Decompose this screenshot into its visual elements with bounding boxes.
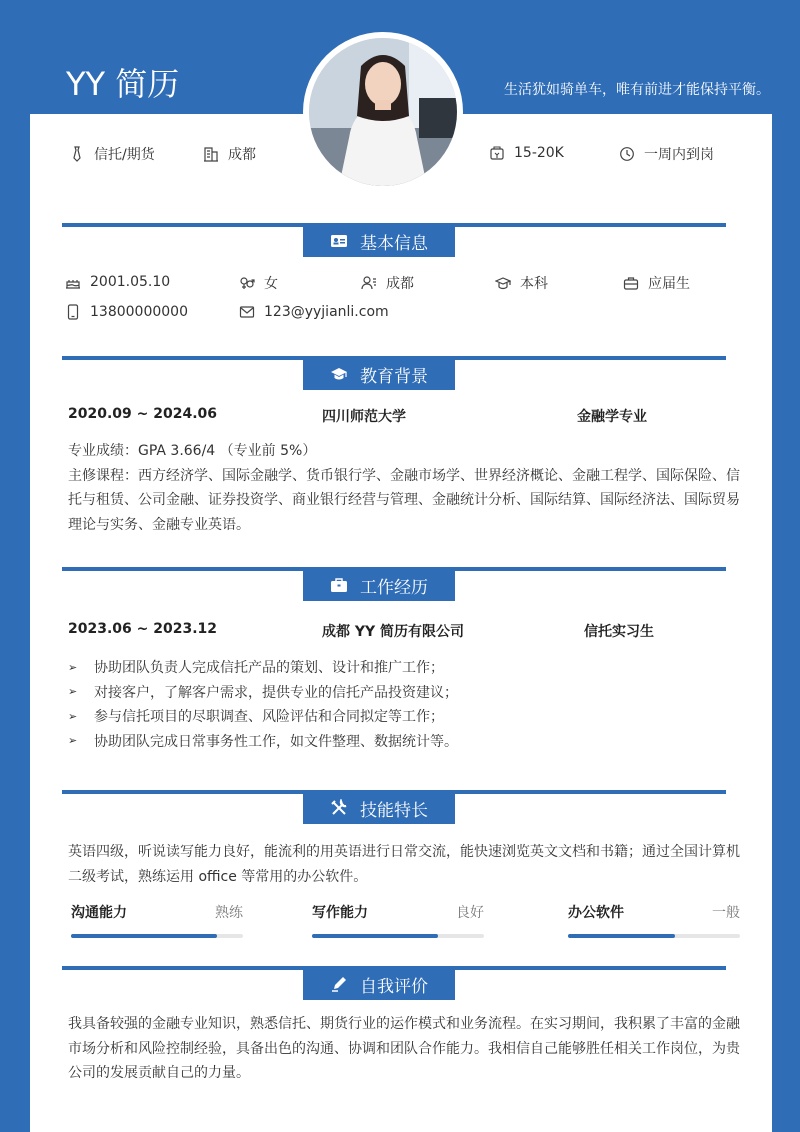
skill-name: 写作能力 xyxy=(312,905,368,921)
work-duties xyxy=(68,655,458,753)
skill-bar-fill xyxy=(312,934,438,938)
briefcase-icon xyxy=(330,576,348,594)
birthday-text: 2001.05.10 xyxy=(90,274,171,290)
arrow-right-icon: ➢ xyxy=(68,734,78,748)
section-title-work: 工作经历 xyxy=(360,577,428,598)
cake-icon xyxy=(64,273,82,291)
intent-availability-text: 一周内到岗 xyxy=(644,147,714,163)
intent-industry xyxy=(68,144,155,164)
arrow-right-icon: ➢ xyxy=(68,709,78,723)
education-period: 2020.09 ~ 2024.06 xyxy=(68,406,218,422)
status-text: 应届生 xyxy=(648,276,690,292)
pen-icon xyxy=(330,975,348,993)
skill-name: 办公软件 xyxy=(568,905,624,921)
skills-summary: 英语四级，听说读写能力良好，能流利的用英语进行日常交流，能快速浏览英文文档和书籍；通过全国计算机二级考试，熟练运用 office 等常用的办公软件。 xyxy=(68,844,740,885)
section-header-basic xyxy=(303,225,455,257)
hometown-text: 成都 xyxy=(386,276,414,292)
person-list-icon xyxy=(360,274,378,292)
skill-item xyxy=(71,902,243,938)
skill-name: 沟通能力 xyxy=(71,905,127,921)
intent-city-text: 成都 xyxy=(228,147,256,163)
section-title-education: 教育背景 xyxy=(360,366,428,387)
gender-icon xyxy=(238,274,256,292)
section-header-work xyxy=(303,569,455,601)
work-role: 信托实习生 xyxy=(584,624,654,640)
tie-icon xyxy=(68,145,86,163)
section-title-skills: 技能特长 xyxy=(360,800,428,821)
education-gpa: 专业成绩：GPA 3.66/4 （专业前 5%） xyxy=(68,443,317,459)
intent-availability xyxy=(618,144,714,164)
skill-level: 良好 xyxy=(456,905,484,921)
intent-salary-text: 15-20K xyxy=(514,145,564,161)
skill-bar xyxy=(71,934,243,938)
section-header-self xyxy=(303,968,455,1000)
arrow-right-icon: ➢ xyxy=(68,685,78,699)
list-item: ➢ 协助团队负责人完成信托产品的策划、设计和推广工作； xyxy=(68,660,444,677)
skill-level: 熟练 xyxy=(215,905,243,921)
id-card-icon xyxy=(330,232,348,250)
education-courses: 主修课程：西方经济学、国际金融学、货币银行学、金融市场学、世界经济概论、金融工程学、国际保险、信托与租赁、公司金融、证券投资学、商业银行经营与管理、金融统计分析、国际结算、国际经济法、国际贸易理论与实务、金融专业英语。 xyxy=(68,467,740,533)
basic-birthday xyxy=(64,273,170,291)
arrow-right-icon: ➢ xyxy=(68,660,78,674)
list-item: ➢ 协助团队完成日常事务性工作，如文件整理、数据统计等。 xyxy=(68,733,458,750)
section-header-skills xyxy=(303,792,455,824)
briefcase-icon xyxy=(622,274,640,292)
skill-bar-fill xyxy=(568,934,675,938)
degree-text: 本科 xyxy=(520,276,548,292)
tools-icon xyxy=(330,799,348,817)
skill-item xyxy=(568,902,740,938)
skill-bar xyxy=(312,934,484,938)
basic-phone xyxy=(64,303,188,321)
basic-status xyxy=(622,273,690,293)
section-title-basic: 基本信息 xyxy=(360,233,428,254)
self-evaluation: 我具备较强的金融专业知识，熟悉信托、期货行业的运作模式和业务流程。在实习期间，我积累了丰富的金融市场分析和风险控制经验，具备出色的沟通、协调和团队合作能力。我相信自己能够胜任相关工作岗位，为贵公司的发展贡献自己的力量。 xyxy=(68,1016,740,1081)
graduation-cap-icon xyxy=(494,274,512,292)
phone-icon xyxy=(64,303,82,321)
intent-city xyxy=(202,144,256,164)
section-title-self: 自我评价 xyxy=(360,976,428,997)
intent-industry-text: 信托/期货 xyxy=(94,147,155,163)
education-major: 金融学专业 xyxy=(577,409,647,425)
education-school: 四川师范大学 xyxy=(322,409,406,425)
basic-gender xyxy=(238,273,278,293)
phone-text: 13800000000 xyxy=(90,304,188,320)
gender-text: 女 xyxy=(264,276,278,292)
graduation-cap-icon xyxy=(330,365,348,383)
section-header-education xyxy=(303,358,455,390)
wallet-icon xyxy=(488,144,506,162)
clock-icon xyxy=(618,145,636,163)
basic-hometown xyxy=(360,273,414,293)
work-company: 成都 YY 简历有限公司 xyxy=(322,624,465,640)
skill-bar-fill xyxy=(71,934,217,938)
profile-photo xyxy=(309,38,457,186)
basic-degree xyxy=(494,273,548,293)
skill-bar xyxy=(568,934,740,938)
basic-email xyxy=(238,303,389,321)
motto: 生活犹如骑单车，唯有前进才能保持平衡。 xyxy=(504,82,770,98)
resume-title: YY 简历 xyxy=(66,65,180,103)
list-item: ➢ 对接客户，了解客户需求，提供专业的信托产品投资建议； xyxy=(68,684,458,701)
mail-icon xyxy=(238,303,256,321)
skill-item xyxy=(312,902,484,938)
work-period: 2023.06 ~ 2023.12 xyxy=(68,621,218,637)
skill-level: 一般 xyxy=(712,905,740,921)
building-icon xyxy=(202,145,220,163)
email-text: 123@yyjianli.com xyxy=(264,304,389,320)
list-item: ➢ 参与信托项目的尽职调查、风险评估和合同拟定等工作； xyxy=(68,709,444,726)
intent-salary xyxy=(488,144,564,162)
